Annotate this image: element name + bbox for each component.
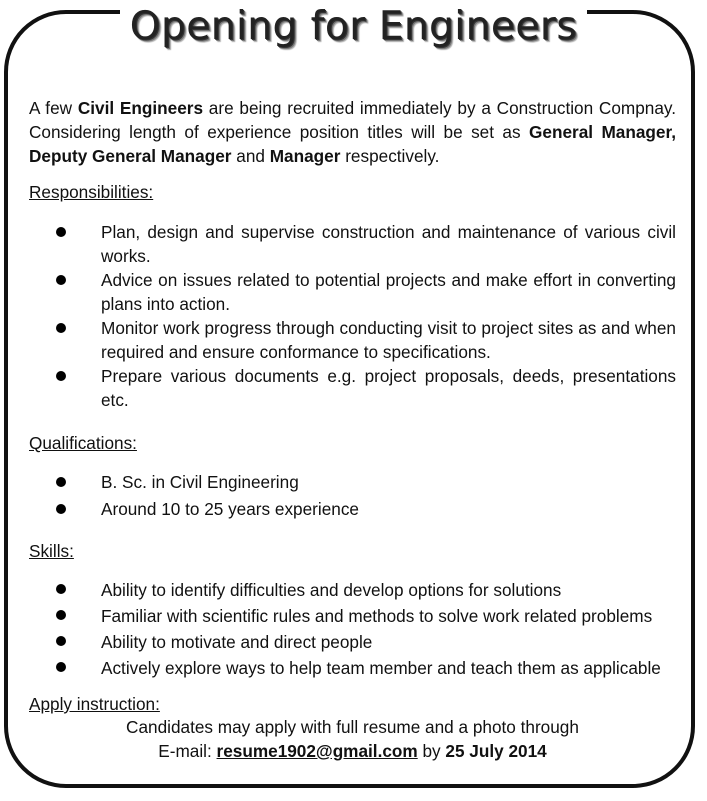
bullet-icon (56, 662, 66, 672)
list-item (29, 577, 676, 603)
skills-heading: Skills: (29, 541, 74, 561)
list-item (29, 316, 676, 364)
list-item-text: Familiar with scientific rules and methods to solve work related problems (101, 606, 653, 626)
email-link[interactable]: resume1902@gmail.com (216, 741, 418, 761)
bullet-icon (56, 610, 66, 620)
list-item (29, 629, 676, 655)
responsibilities-heading: Responsibilities: (29, 182, 154, 202)
list-item-text: Advice on issues related to potential projects and make effort in converting plans into action. (101, 270, 676, 314)
title-container (0, 4, 707, 49)
deadline-date: 25 July 2014 (445, 741, 547, 761)
intro-bold-manager: Manager (269, 146, 341, 166)
list-item-text: Ability to identify difficulties and develop options for solutions (101, 580, 562, 600)
email-label: E-mail: (158, 741, 217, 761)
responsibilities-list (29, 220, 676, 412)
bullet-icon (56, 323, 66, 333)
intro-bold-civil-engineers: Civil Engineers (77, 98, 204, 118)
list-item (29, 497, 676, 521)
list-item (29, 220, 676, 268)
list-item (29, 364, 676, 412)
apply-line-1: Candidates may apply with full resume and a photo through (126, 717, 579, 737)
intro-text-3: and (231, 146, 270, 166)
bullet-icon (56, 504, 66, 514)
document-body (29, 96, 676, 763)
intro-text-4: respectively. (340, 146, 440, 166)
skills-list (29, 577, 676, 681)
list-item-text: Prepare various documents e.g. project proposals, deeds, presentations etc. (101, 366, 676, 410)
qualifications-heading: Qualifications: (29, 433, 137, 453)
bullet-icon (56, 275, 66, 285)
list-item (29, 603, 676, 629)
list-item-text: B. Sc. in Civil Engineering (101, 472, 299, 492)
qualifications-list (29, 470, 676, 521)
bullet-icon (56, 636, 66, 646)
apply-line-2 (29, 739, 676, 763)
list-item-text: Actively explore ways to help team member and teach them as applicable (101, 658, 661, 678)
list-item-text: Monitor work progress through conducting visit to project sites as and when required and ensure conformance to specifications. (101, 318, 676, 362)
intro-paragraph (29, 96, 676, 168)
list-item-text: Plan, design and supervise construction and maintenance of various civil works. (101, 222, 676, 266)
list-item (29, 655, 676, 681)
bullet-icon (56, 584, 66, 594)
intro-bold-gm-dgm: General Manager, Deputy General Manager (29, 122, 676, 166)
apply-by-text: by (417, 741, 446, 761)
bullet-icon (56, 227, 66, 237)
list-item (29, 268, 676, 316)
list-item-text: Ability to motivate and direct people (101, 632, 373, 652)
bullet-icon (56, 477, 66, 487)
intro-text-1: A few (29, 98, 78, 118)
list-item (29, 470, 676, 494)
bullet-icon (56, 371, 66, 381)
apply-instruction-heading: Apply instruction: (29, 694, 160, 714)
list-item-text: Around 10 to 25 years experience (101, 499, 359, 519)
intro-text-2: are being recruited immediately by a Construction Compnay. Considering length of experience position titles will be set as (29, 98, 676, 142)
page-title: Opening for Engineers (120, 4, 587, 49)
